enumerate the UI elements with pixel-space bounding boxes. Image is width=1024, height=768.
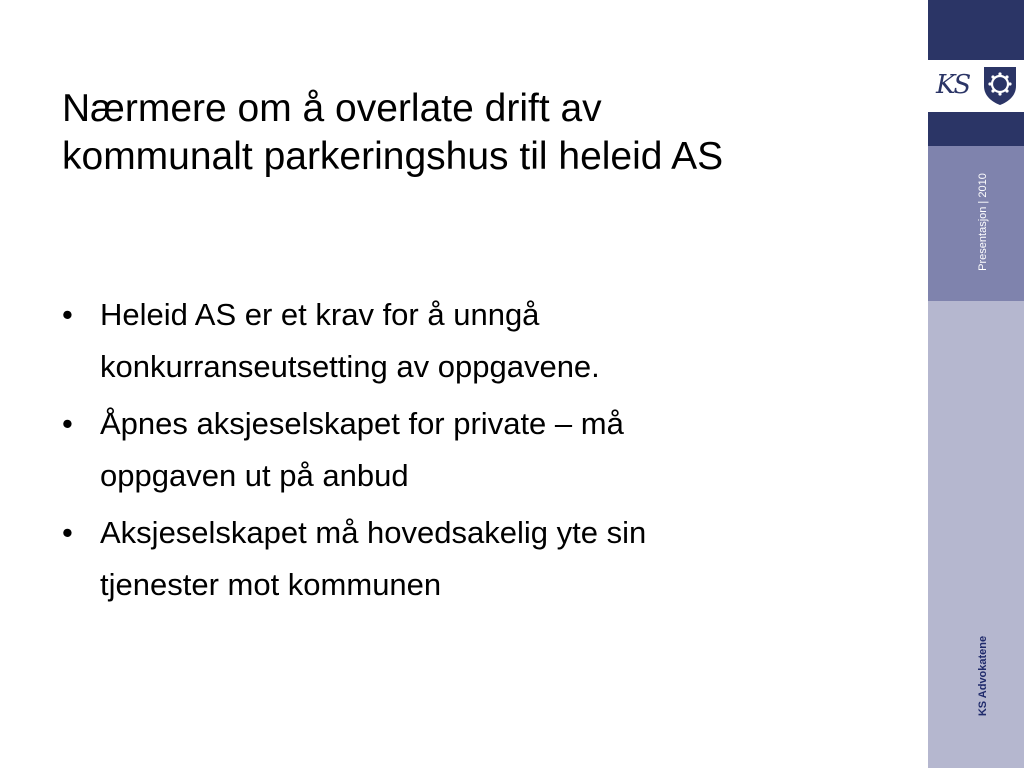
slide-title — [62, 85, 902, 181]
sidebar — [928, 0, 1024, 768]
sidebar-band-dark — [928, 0, 1024, 60]
ks-logo — [934, 66, 976, 102]
bullet-line: Heleid AS er et krav for å unngå — [100, 297, 540, 332]
bullet-item — [62, 289, 882, 393]
bullet-line: Åpnes aksjeselskapet for private – må — [100, 406, 624, 441]
bullet-line: tjenester mot kommunen — [100, 567, 442, 602]
ks-logo-text: KS — [936, 70, 970, 100]
bullet-line: oppgaven ut på anbud — [100, 458, 409, 493]
bullet-line: konkurranseutsetting av oppgavene. — [100, 349, 600, 384]
bullet-list — [62, 289, 882, 616]
sidebar-band-mid — [928, 146, 1024, 301]
company-label: KS Advokatene — [977, 635, 989, 717]
sidebar-band-light — [928, 301, 1024, 768]
presentation-label: Presentasjon | 2010 — [977, 173, 989, 271]
crest-icon — [980, 64, 1020, 106]
title-line: kommunalt parkeringshus til heleid AS — [62, 135, 724, 178]
bullet-item — [62, 507, 882, 611]
bullet-icon: • — [62, 515, 73, 550]
bullet-icon: • — [62, 406, 73, 441]
bullet-line: Aksjeselskapet må hovedsakelig yte sin — [100, 515, 647, 550]
sidebar-band-dark-lower — [928, 112, 1024, 146]
bullet-item — [62, 398, 882, 502]
title-line: Nærmere om å overlate drift av — [62, 87, 602, 130]
bullet-icon: • — [62, 297, 73, 332]
